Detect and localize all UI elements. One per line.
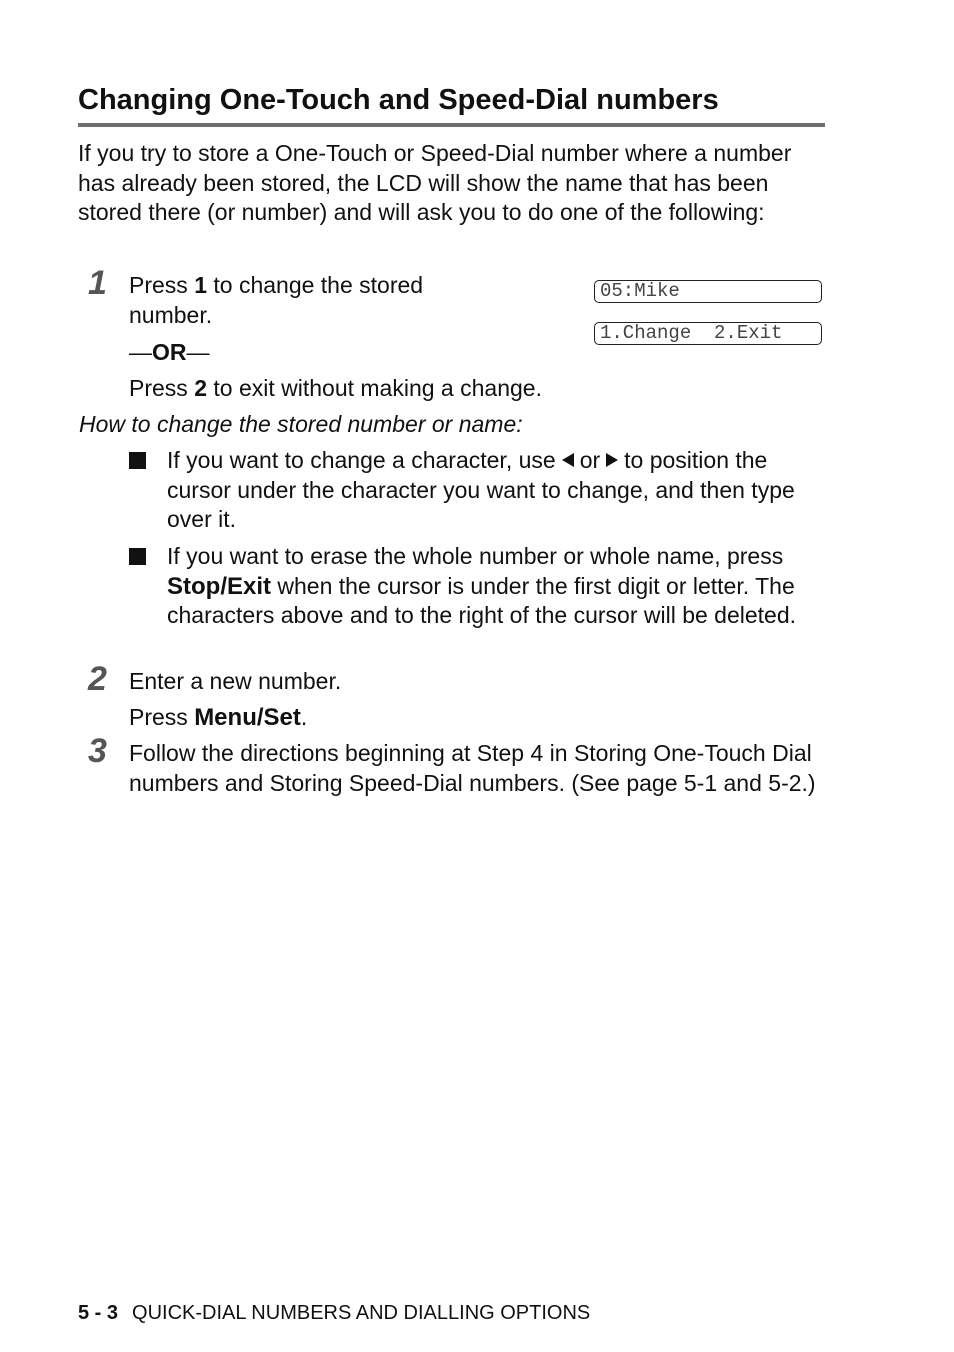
step-2-instruction: Enter a new number. [129, 668, 342, 694]
page-title: Changing One-Touch and Speed-Dial numbers [78, 84, 719, 116]
subheading: How to change the stored number or name: [79, 411, 523, 437]
page-number: 5 - 3 [78, 1302, 119, 1324]
bullet-square-icon [129, 548, 146, 565]
bullet-1-mid: or [579, 447, 601, 473]
or-separator [129, 338, 210, 368]
press-text: Press [129, 704, 195, 730]
step-1-text: Press [129, 272, 195, 298]
step-3-number: 3 [88, 732, 107, 770]
title-underline [78, 123, 825, 127]
alt-text: Press [129, 375, 195, 401]
step-3-instruction: Follow the directions beginning at Step 4 in Storing One-Touch Dial numbers and Storing Speed-Dial numbers. (See page 5-1 and 5-2.) [129, 740, 816, 796]
bullet-1-pre: If you want to change a character, use [167, 447, 556, 473]
or-text: OR [152, 339, 187, 365]
left-arrow-icon [562, 453, 574, 467]
key-1: 1 [194, 272, 207, 298]
section-name: QUICK-DIAL NUMBERS AND DIALLING OPTIONS [132, 1302, 591, 1324]
or-dash-left: — [129, 339, 152, 365]
menu-set-key: Menu/Set [194, 704, 301, 731]
stop-exit-key: Stop/Exit [167, 572, 272, 600]
step-1-text-end: to change the stored number. [129, 272, 424, 328]
bullet-1-text [167, 446, 827, 535]
key-2: 2 [194, 375, 207, 401]
lcd-line-1: 05:Mike [594, 280, 822, 303]
bullet-2-text [167, 542, 827, 631]
step-1-number: 1 [88, 264, 107, 302]
step-2-number: 2 [88, 660, 107, 698]
or-dash-right: — [186, 339, 210, 365]
lcd-line-2: 1.Change 2.Exit [594, 322, 822, 345]
step-1-alternative [129, 374, 542, 404]
step-1-instruction [129, 271, 474, 330]
step-2-press [129, 703, 307, 733]
bullet-2-pre: If you want to erase the whole number or whole name, press [167, 543, 784, 569]
alt-text-end: to exit without making a change. [206, 375, 542, 401]
intro-paragraph: If you try to store a One-Touch or Speed-Dial number where a number has already been stored, the LCD will show the name that has been stored there (or number) and will ask you to do one of the following: [78, 140, 792, 226]
page-footer [78, 1301, 590, 1325]
press-text-end: . [300, 704, 308, 730]
bullet-square-icon [129, 452, 146, 469]
bullet-2-post: when the cursor is under the first digit or letter. The characters above and to the right of the cursor will be deleted. [167, 572, 797, 629]
bullet-1-post: to position the cursor under the character you want to change, and then type over it. [167, 447, 795, 533]
right-arrow-icon [606, 453, 618, 467]
